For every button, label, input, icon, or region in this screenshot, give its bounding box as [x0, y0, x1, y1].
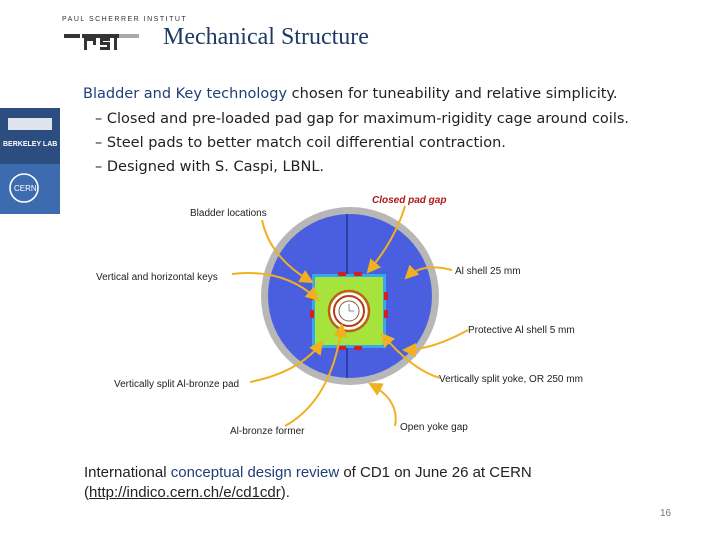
footer-link-open: (: [84, 484, 89, 501]
berkeley-lab-logo-text: BERKELEY LAB: [3, 141, 58, 148]
page-number: 16: [660, 508, 672, 519]
label-protective-shell: Protective Al shell 5 mm: [468, 325, 575, 336]
label-open-yoke-gap: Open yoke gap: [400, 422, 468, 433]
label-bladder-locations: Bladder locations: [190, 208, 267, 219]
footer-link-close: ).: [280, 484, 290, 501]
intro-rest: chosen for tuneability and relative simplicity.: [287, 86, 618, 102]
label-split-pad: Vertically split Al-bronze pad: [114, 379, 240, 390]
psi-logo-text: PAUL SCHERRER INSTITUT: [62, 16, 188, 23]
bullet-item: – Steel pads to better match coil differential contraction.: [95, 135, 506, 151]
footer-middle: of CD1 on June 26 at CERN: [339, 464, 532, 481]
label-al-shell: Al shell 25 mm: [455, 266, 521, 277]
intro-highlight: Bladder and Key technology: [83, 86, 288, 102]
cern-logo-text: CERN: [14, 184, 37, 193]
footer-prefix: International: [84, 464, 171, 481]
bullet-item: – Designed with S. Caspi, LBNL.: [95, 159, 325, 175]
review-link[interactable]: http://indico.cern.ch/e/cd1cdr: [89, 484, 281, 501]
footer-highlight: conceptual design review: [170, 464, 340, 481]
label-split-yoke: Vertically split yoke, OR 250 mm: [439, 374, 583, 385]
page-title: Mechanical Structure: [163, 24, 369, 50]
label-former: Al-bronze former: [230, 426, 305, 437]
footer-text: [84, 463, 532, 503]
label-keys: Vertical and horizontal keys: [96, 272, 218, 283]
label-closed-pad-gap: Closed pad gap: [372, 195, 447, 206]
bullet-item: – Closed and pre-loaded pad gap for maximum-rigidity cage around coils.: [95, 111, 630, 127]
